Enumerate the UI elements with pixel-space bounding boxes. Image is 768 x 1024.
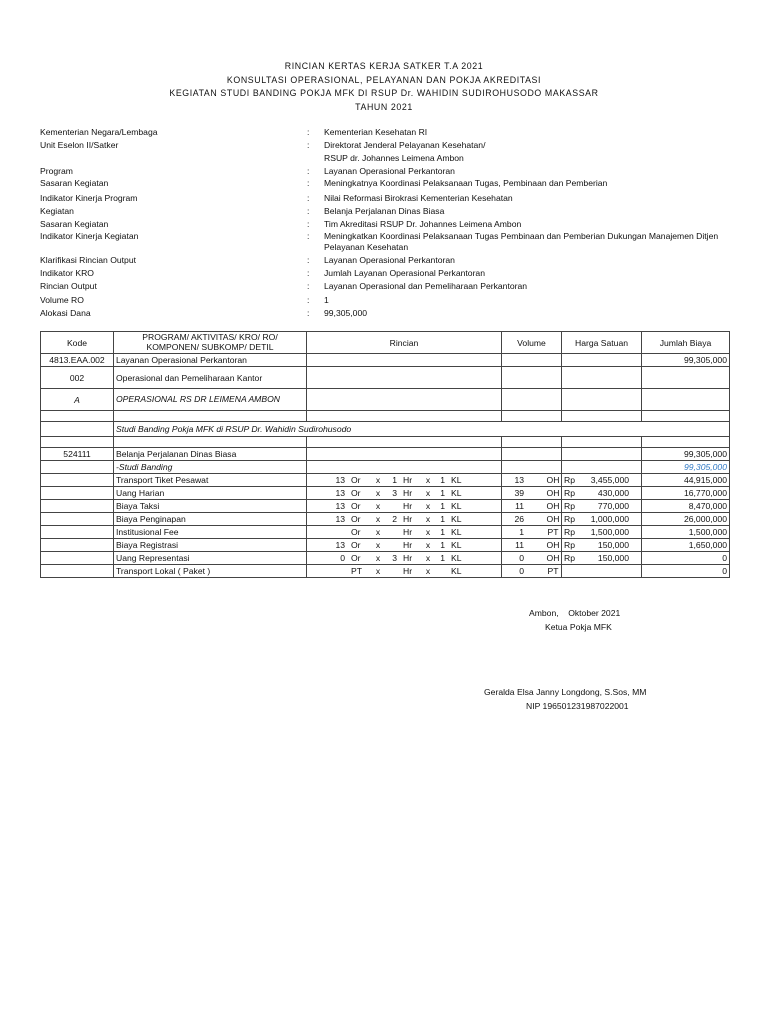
item-rincian [307,500,502,513]
info-colon: : [307,206,310,217]
info-row [40,177,740,192]
item-unit-3: KL [451,501,462,511]
header-volume: Volume [502,332,562,354]
info-label: Sasaran Kegiatan [40,177,109,188]
item-jumlah: 0 [642,565,730,578]
info-label: Indikator Kinerja Program [40,192,138,203]
item-volume [502,513,562,526]
item-qty-2: 3 [392,553,397,563]
info-value: 99,305,000 [324,308,368,319]
item-times-2: x [425,514,431,524]
info-label: Klarifikasi Rincian Output [40,254,137,265]
item-harga [562,513,642,526]
item-unit-3: KL [451,475,462,485]
info-row [40,267,740,280]
item-jumlah: 44,915,000 [642,474,730,487]
item-volume-qty: 0 [519,553,524,563]
item-volume-unit: OH [546,553,560,563]
info-value: Jumlah Layanan Operasional Perkantoran [324,267,485,278]
info-row [40,254,740,267]
header-rincian: Rincian [307,332,502,354]
row-program: Belanja Perjalanan Dinas Biasa [114,448,307,461]
item-jumlah: 8,470,000 [642,500,730,513]
info-value: Nilai Reformasi Birokrasi Kementerian Kesehatan [324,192,513,203]
item-row [41,539,730,552]
item-harga [562,539,642,552]
item-times-2: x [425,501,431,511]
item-rincian [307,513,502,526]
info-label: Sasaran Kegiatan [40,218,109,229]
info-colon: : [307,308,310,319]
budget-table [40,331,730,578]
table-row [41,367,730,389]
item-jumlah: 16,770,000 [642,487,730,500]
item-unit-3: KL [451,540,462,550]
table-header-row [41,332,730,354]
item-rincian [307,487,502,500]
info-value: Tim Akreditasi RSUP Dr. Johannes Leimena Ambon [324,218,522,229]
info-colon: : [307,166,310,177]
signature-place: Ambon, [529,608,559,618]
item-times-2: x [425,488,431,498]
item-qty-1: 0 [340,553,345,563]
item-name: Biaya Penginapan [114,513,307,526]
item-name: Transport Lokal ( Paket ) [114,565,307,578]
info-value: Meningkatnya Koordinasi Pelaksanaan Tugas, Pembinaan dan Pemberian [324,177,608,188]
table-row [41,411,730,422]
item-rincian [307,474,502,487]
item-jumlah: 0 [642,552,730,565]
info-label: Volume RO [40,294,84,305]
item-unit-1: Or [351,540,361,550]
item-times-2: x [425,553,431,563]
item-harga-value: 3,455,000 [590,475,629,485]
item-volume-unit: OH [546,475,560,485]
item-qty-2: 2 [392,514,397,524]
info-row [40,192,740,205]
item-volume-unit: OH [546,540,560,550]
item-harga-value: 770,000 [597,501,629,511]
item-unit-2: Hr [403,566,413,576]
info-colon: : [307,192,310,203]
item-unit-1: Or [351,527,361,537]
info-colon: : [307,231,310,242]
item-qty-3: 1 [440,540,445,550]
item-currency: Rp [564,475,575,485]
item-harga-value: 150,000 [597,553,629,563]
item-volume [502,565,562,578]
info-row [40,280,740,293]
item-volume-qty: 1 [519,527,524,537]
item-volume [502,552,562,565]
item-unit-3: KL [451,488,462,498]
item-unit-1: PT [351,566,362,576]
item-volume [502,487,562,500]
header-harga-satuan: Harga Satuan [562,332,642,354]
item-times-2: x [425,566,431,576]
item-qty-3: 1 [440,553,445,563]
item-jumlah: 1,500,000 [642,526,730,539]
item-name: Biaya Taksi [114,500,307,513]
item-unit-2: Hr [403,488,413,498]
item-row [41,552,730,565]
item-row [41,500,730,513]
item-unit-1: Or [351,501,361,511]
row-program: -Studi Banding [114,461,307,474]
item-unit-2: Hr [403,553,413,563]
info-value: Direktorat Jenderal Pelayanan Kesehatan/ [324,140,486,151]
item-times-2: x [425,527,431,537]
table-row [41,389,730,411]
title-line-2: KONSULTASI OPERASIONAL, PELAYANAN DAN POKJA AKREDITASI [226,74,542,85]
item-times-1: x [375,553,381,563]
item-name: Uang Harian [114,487,307,500]
info-label: Indikator KRO [40,267,94,278]
item-harga-value: 150,000 [597,540,629,550]
item-volume-qty: 13 [514,475,524,485]
header-jumlah-biaya: Jumlah Biaya [642,332,730,354]
item-times-1: x [375,566,381,576]
item-qty-1: 13 [335,488,345,498]
signature-place-date [529,608,620,618]
item-unit-2: Hr [403,514,413,524]
item-name: Uang Representasi [114,552,307,565]
item-volume [502,474,562,487]
item-currency: Rp [564,553,575,563]
item-unit-2: Hr [403,527,413,537]
signature-name: Geralda Elsa Janny Longdong, S.Sos, MM [484,687,647,697]
item-volume-unit: PT [547,527,559,537]
item-rincian [307,552,502,565]
item-qty-3: 1 [440,488,445,498]
item-qty-1: 13 [335,514,345,524]
item-unit-2: Hr [403,540,413,550]
item-volume-unit: OH [546,488,560,498]
info-colon: : [307,254,310,265]
info-row [40,230,740,253]
header-program: PROGRAM/ AKTIVITAS/ KRO/ RO/ KOMPONEN/ SUBKOMP/ DETIL [114,332,307,354]
item-harga [562,487,642,500]
item-row [41,487,730,500]
item-qty-1: 13 [335,475,345,485]
item-harga-value: 1,500,000 [590,527,629,537]
item-rincian [307,526,502,539]
item-unit-2: Hr [403,475,413,485]
item-volume [502,526,562,539]
info-colon: : [307,177,310,188]
item-times-1: x [375,527,381,537]
item-times-1: x [375,488,381,498]
info-value: Layanan Operasional Perkantoran [324,166,455,177]
item-currency: Rp [564,488,575,498]
info-row [40,139,740,151]
item-unit-1: Or [351,514,361,524]
info-row [40,165,740,176]
info-value: RSUP dr. Johannes Leimena Ambon [324,152,464,163]
info-colon: : [307,140,310,151]
table-row [41,448,730,461]
info-row [40,126,740,139]
row-program: OPERASIONAL RS DR LEIMENA AMBON [114,389,307,411]
item-unit-3: KL [451,527,462,537]
info-value: Meningkatkan Koordinasi Pelaksanaan Tugas Pembinaan dan Pemberian Dukungan Manajemen Ditjen Pelayanan Kesehatan [324,231,719,252]
title-line-4: TAHUN 2021 [355,101,413,112]
item-volume-unit: PT [547,566,559,576]
item-volume-qty: 11 [515,540,524,550]
item-row [41,513,730,526]
signature-date: Oktober 2021 [568,608,621,618]
header-kode: Kode [41,332,114,354]
item-times-1: x [375,540,381,550]
item-qty-3: 1 [440,475,445,485]
item-rincian [307,565,502,578]
item-unit-1: Or [351,553,361,563]
item-rincian [307,539,502,552]
info-label: Alokasi Dana [40,308,91,319]
item-qty-3: 1 [440,501,445,511]
item-name: Biaya Registrasi [114,539,307,552]
item-unit-3: KL [451,514,462,524]
info-section [40,126,740,320]
info-row [40,307,740,320]
row-kode: 524111 [41,448,114,461]
item-harga [562,552,642,565]
info-row [40,152,740,165]
info-row [40,205,740,217]
info-label: Kegiatan [40,206,74,217]
info-colon: : [307,267,310,278]
item-currency: Rp [564,540,575,550]
item-volume [502,500,562,513]
item-volume [502,539,562,552]
item-harga [562,526,642,539]
item-volume-unit: OH [546,514,560,524]
row-program: Layanan Operasional Perkantoran [114,354,307,367]
row-program: Operasional dan Pemeliharaan Kantor [114,367,307,389]
item-times-1: x [375,514,381,524]
signature-role: Ketua Pokja MFK [545,622,612,632]
item-jumlah: 26,000,000 [642,513,730,526]
item-harga-value: 430,000 [597,488,629,498]
item-unit-2: Hr [403,501,413,511]
item-times-2: x [425,540,431,550]
row-program: Studi Banding Pokja MFK di RSUP Dr. Wahidin Sudirohusodo [114,422,730,437]
info-label: Unit Eselon II/Satker [40,140,119,151]
item-qty-3: 1 [440,514,445,524]
item-currency: Rp [564,527,575,537]
item-name: Institusional Fee [114,526,307,539]
info-value: Layanan Operasional dan Pemeliharaan Perkantoran [324,281,528,292]
row-kode: A [41,389,114,411]
item-name: Transport Tiket Pesawat [114,474,307,487]
info-colon: : [307,281,310,292]
item-currency: Rp [564,501,575,511]
info-row [40,294,740,307]
item-harga [562,474,642,487]
item-qty-2: 3 [392,488,397,498]
item-jumlah: 1,650,000 [642,539,730,552]
table-row [41,422,730,437]
info-label: Program [40,166,73,177]
item-times-1: x [375,501,381,511]
row-jumlah: 99,305,000 [642,448,730,461]
item-row [41,526,730,539]
item-qty-2: 1 [392,475,397,485]
item-currency: Rp [564,514,575,524]
item-volume-qty: 11 [515,501,524,511]
signature-nip: NIP 196501231987022001 [526,701,629,711]
table-row [41,437,730,448]
item-unit-1: Or [351,475,361,485]
item-harga [562,500,642,513]
item-volume-unit: OH [546,501,560,511]
info-value: 1 [324,294,329,305]
info-colon: : [307,218,310,229]
info-row [40,218,740,230]
item-harga [562,565,642,578]
info-colon: : [307,127,310,137]
item-times-1: x [375,475,381,485]
title-line-3: KEGIATAN STUDI BANDING POKJA MFK DI RSUP Dr. WAHIDIN SUDIROHUSODO MAKASSAR [169,88,599,99]
item-times-2: x [425,475,431,485]
item-volume-qty: 0 [519,566,524,576]
info-value: Kementerian Kesehatan RI [324,127,428,137]
item-unit-1: Or [351,488,361,498]
item-qty-1: 13 [335,540,345,550]
item-row [41,565,730,578]
info-label: Kementerian Negara/Lembaga [40,127,158,137]
row-kode: 002 [41,367,114,389]
row-jumlah: 99,305,000 [642,461,730,474]
info-label: Rincian Output [40,281,97,292]
table-row [41,354,730,367]
item-qty-3: 1 [440,527,445,537]
info-value: Belanja Perjalanan Dinas Biasa [324,206,445,217]
info-colon: : [307,294,310,305]
item-harga-value: 1,000,000 [590,514,629,524]
info-value: Layanan Operasional Perkantoran [324,254,455,265]
row-jumlah: 99,305,000 [642,354,730,367]
item-volume-qty: 39 [514,488,524,498]
table-row [41,461,730,474]
item-volume-qty: 26 [514,514,524,524]
item-unit-3: KL [451,553,462,563]
item-row [41,474,730,487]
document-title [0,60,768,114]
item-qty-1: 13 [335,501,345,511]
row-kode: 4813.EAA.002 [41,354,114,367]
item-unit-3: KL [451,566,462,576]
info-label: Indikator Kinerja Kegiatan [40,231,139,242]
title-line-1: RINCIAN KERTAS KERJA SATKER T.A 2021 [284,61,484,71]
